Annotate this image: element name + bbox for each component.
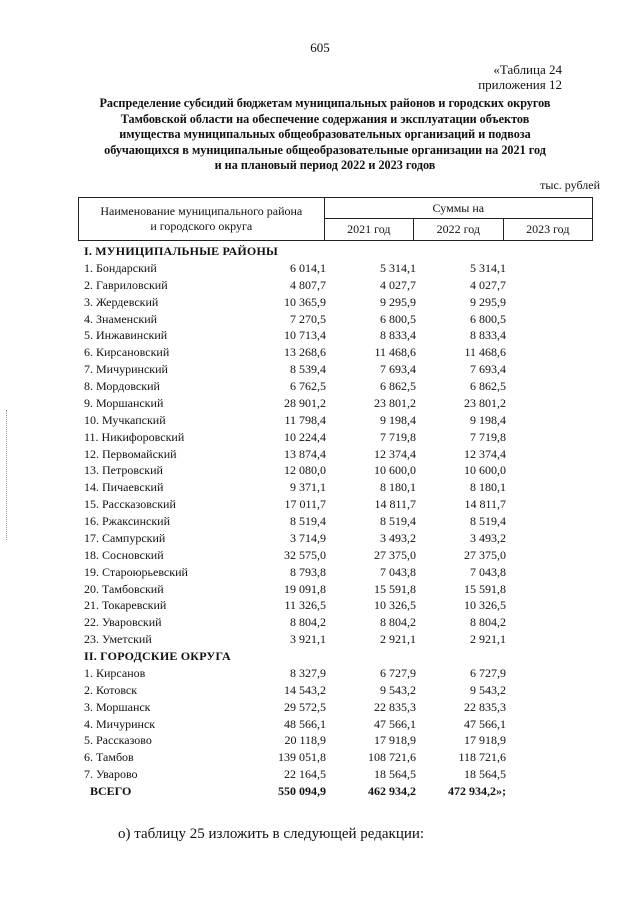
value-2021: 10 713,4 bbox=[284, 328, 326, 343]
table-row bbox=[78, 699, 593, 716]
table-row bbox=[78, 564, 593, 581]
value-2022: 17 918,9 bbox=[374, 733, 416, 748]
value-2021: 10 224,4 bbox=[284, 429, 326, 444]
value-2023: 10 326,5 bbox=[464, 598, 506, 613]
value-2021: 10 365,9 bbox=[284, 294, 326, 309]
table-row bbox=[78, 429, 593, 446]
table-ref-line1: «Таблица 24 bbox=[493, 62, 562, 77]
trailer-text: о) таблицу 25 изложить в следующей редакции: bbox=[118, 826, 425, 842]
row-name: 7. Мичуринский bbox=[84, 362, 168, 377]
value-2021: 19 091,8 bbox=[284, 581, 326, 596]
table-row bbox=[78, 496, 593, 513]
table-row bbox=[78, 378, 593, 395]
table-row bbox=[78, 631, 593, 648]
value-2022: 10 326,5 bbox=[374, 598, 416, 613]
table-row bbox=[78, 665, 593, 682]
row-name: II. ГОРОДСКИЕ ОКРУГА bbox=[84, 649, 231, 663]
value-2023: 17 918,9 bbox=[464, 733, 506, 748]
value-2021: 6 762,5 bbox=[290, 379, 326, 393]
value-2022: 5 314,1 bbox=[380, 260, 416, 275]
row-name: 7. Уварово bbox=[84, 767, 138, 782]
value-2022: 6 862,5 bbox=[380, 379, 416, 393]
row-name: 23. Уметский bbox=[84, 632, 152, 647]
value-2023: 7 043,8 bbox=[470, 564, 506, 579]
value-2023: 6 862,5 bbox=[470, 379, 506, 393]
value-2021: 22 164,5 bbox=[284, 767, 326, 782]
value-2021: 8 804,2 bbox=[290, 615, 326, 630]
value-2021: 9 371,1 bbox=[290, 480, 326, 495]
table-row bbox=[78, 513, 593, 530]
value-2021: 3 921,1 bbox=[290, 632, 326, 647]
value-2023: 23 801,2 bbox=[464, 395, 506, 410]
table-row bbox=[78, 614, 593, 631]
row-name: 19. Староюрьевский bbox=[84, 564, 188, 579]
table-row bbox=[78, 682, 593, 699]
value-2021: 7 270,5 bbox=[290, 311, 326, 326]
row-name: 20. Тамбовский bbox=[84, 581, 164, 596]
table-row bbox=[78, 294, 593, 311]
value-2021: 14 543,2 bbox=[284, 682, 326, 697]
margin-mark bbox=[6, 410, 8, 540]
value-2022: 8 519,4 bbox=[380, 514, 416, 528]
row-name: 4. Мичуринск bbox=[84, 716, 156, 731]
column-header-2021: 2021 год bbox=[324, 219, 413, 241]
total-row bbox=[78, 783, 593, 800]
value-2022: 7 043,8 bbox=[380, 564, 416, 579]
value-2022: 22 835,3 bbox=[374, 699, 416, 714]
table-body bbox=[78, 243, 593, 800]
table-row bbox=[78, 277, 593, 294]
value-2022: 108 721,6 bbox=[368, 750, 416, 765]
table-reference bbox=[478, 62, 562, 92]
value-2023: 6 727,9 bbox=[470, 665, 506, 680]
value-2023: 3 493,2 bbox=[470, 530, 506, 545]
column-header-sums: Суммы на bbox=[324, 198, 592, 219]
row-name: 12. Первомайский bbox=[84, 446, 177, 461]
value-2021: 20 118,9 bbox=[284, 733, 326, 748]
row-name: 8. Мордовский bbox=[84, 379, 160, 393]
value-2023: 4 027,7 bbox=[470, 277, 506, 292]
value-2022: 8 804,2 bbox=[380, 615, 416, 630]
table-row bbox=[78, 462, 593, 479]
value-2022: 8 180,1 bbox=[380, 480, 416, 495]
row-name: 3. Жердевский bbox=[84, 294, 159, 309]
value-2023: 8 833,4 bbox=[470, 328, 506, 343]
title-line: имущества муниципальных общеобразовательных организаций и подвоза bbox=[119, 127, 531, 141]
value-2023: 8 804,2 bbox=[470, 615, 506, 630]
row-name: 16. Ржаксинский bbox=[84, 514, 170, 528]
row-name: ВСЕГО bbox=[90, 784, 132, 798]
value-2021: 3 714,9 bbox=[290, 530, 326, 545]
row-name: 1. Бондарский bbox=[84, 260, 157, 275]
value-2023: 9 543,2 bbox=[470, 682, 506, 697]
row-name: 10. Мучкапский bbox=[84, 412, 166, 427]
row-name: 13. Петровский bbox=[84, 463, 163, 478]
value-2023: 8 519,4 bbox=[470, 514, 506, 528]
table-row bbox=[78, 530, 593, 547]
value-2022: 9 295,9 bbox=[380, 294, 416, 309]
value-2022: 9 198,4 bbox=[380, 412, 416, 427]
row-name: 1. Кирсанов bbox=[84, 665, 146, 680]
value-2021: 13 874,4 bbox=[284, 446, 326, 461]
value-2022: 7 693,4 bbox=[380, 362, 416, 377]
title-line: и на плановый период 2022 и 2023 годов bbox=[214, 158, 436, 172]
value-2023: 9 295,9 bbox=[470, 294, 506, 309]
table-row bbox=[78, 311, 593, 328]
table-header bbox=[78, 197, 593, 241]
value-2023: 118 721,6 bbox=[458, 750, 506, 765]
table-row bbox=[78, 395, 593, 412]
row-name: 5. Рассказово bbox=[84, 733, 152, 748]
row-name: 15. Рассказовский bbox=[84, 497, 176, 512]
value-2021: 8 327,9 bbox=[290, 665, 326, 680]
table-row bbox=[78, 260, 593, 277]
table-row bbox=[78, 547, 593, 564]
value-2022: 8 833,4 bbox=[380, 328, 416, 343]
value-2023: 6 800,5 bbox=[470, 311, 506, 326]
row-name: 22. Уваровский bbox=[84, 615, 162, 630]
value-2023: 15 591,8 bbox=[464, 581, 506, 596]
value-2022: 47 566,1 bbox=[374, 716, 416, 731]
value-2022: 23 801,2 bbox=[374, 395, 416, 410]
value-2021: 12 080,0 bbox=[284, 463, 326, 478]
value-2021: 8 793,8 bbox=[290, 564, 326, 579]
value-2023: 47 566,1 bbox=[464, 716, 506, 731]
value-2022: 14 811,7 bbox=[374, 497, 416, 512]
value-2021: 139 051,8 bbox=[278, 750, 326, 765]
table-row bbox=[78, 412, 593, 429]
value-2023: 5 314,1 bbox=[470, 260, 506, 275]
column-header-2022: 2022 год bbox=[414, 219, 503, 241]
table-row bbox=[78, 479, 593, 496]
value-2021: 28 901,2 bbox=[284, 395, 326, 410]
value-2022: 27 375,0 bbox=[374, 547, 416, 562]
value-2022: 3 493,2 bbox=[380, 530, 416, 545]
value-2023: 12 374,4 bbox=[464, 446, 506, 461]
value-2022: 6 800,5 bbox=[380, 311, 416, 326]
value-2021: 11 798,4 bbox=[284, 412, 326, 427]
table-row bbox=[78, 361, 593, 378]
table-row bbox=[78, 732, 593, 749]
value-2021: 550 094,9 bbox=[278, 784, 326, 798]
row-name: 2. Гавриловский bbox=[84, 277, 168, 292]
title-line: Тамбовской области на обеспечение содержания и эксплуатации объектов bbox=[120, 111, 530, 126]
row-name: 5. Инжавинский bbox=[84, 328, 168, 343]
row-name: I. МУНИЦИПАЛЬНЫЕ РАЙОНЫ bbox=[84, 244, 278, 258]
value-2023: 27 375,0 bbox=[464, 547, 506, 562]
section-header-row bbox=[78, 243, 593, 260]
row-name: 6. Тамбов bbox=[84, 750, 134, 765]
value-2022: 18 564,5 bbox=[374, 767, 416, 782]
row-name: 21. Токаревский bbox=[84, 598, 167, 613]
value-2023: 14 811,7 bbox=[464, 497, 506, 512]
column-header-name-line1: Наименование муниципального района bbox=[100, 204, 303, 218]
value-2022: 11 468,6 bbox=[374, 345, 416, 360]
column-header-name-line2: и городского округа bbox=[150, 219, 253, 233]
row-name: 4. Знаменский bbox=[84, 311, 158, 326]
table-row bbox=[78, 749, 593, 766]
table-row bbox=[78, 766, 593, 783]
document-title bbox=[70, 96, 580, 174]
row-name: 6. Кирсановский bbox=[84, 345, 170, 360]
value-2022: 9 543,2 bbox=[380, 682, 416, 697]
column-header-2023: 2023 год bbox=[503, 219, 592, 241]
value-2023: 7 693,4 bbox=[470, 362, 506, 377]
table-row bbox=[78, 344, 593, 361]
value-2022: 2 921,1 bbox=[380, 632, 416, 647]
value-2021: 48 566,1 bbox=[284, 716, 326, 731]
table-row bbox=[78, 581, 593, 598]
value-2023: 7 719,8 bbox=[470, 429, 506, 444]
row-name: 17. Сампурский bbox=[84, 530, 166, 545]
title-line: Распределение субсидий бюджетам муниципальных районов и городских округов bbox=[99, 96, 551, 110]
value-2023: 11 468,6 bbox=[464, 345, 506, 360]
row-name: 2. Котовск bbox=[84, 682, 138, 697]
value-2023: 472 934,2»; bbox=[448, 784, 506, 798]
value-2023: 18 564,5 bbox=[464, 767, 506, 782]
table-ref-line2: приложения 12 bbox=[478, 77, 562, 92]
value-2022: 462 934,2 bbox=[368, 784, 416, 798]
value-2021: 11 326,5 bbox=[284, 598, 326, 613]
value-2022: 10 600,0 bbox=[374, 463, 416, 478]
column-header-name bbox=[79, 198, 325, 241]
row-name: 3. Моршанск bbox=[84, 699, 151, 714]
value-2021: 8 539,4 bbox=[290, 362, 326, 377]
value-2022: 12 374,4 bbox=[374, 446, 416, 461]
section-header-row bbox=[78, 648, 593, 665]
title-line: обучающихся в муниципальные общеобразовательные организации на 2021 год bbox=[104, 142, 546, 157]
value-2021: 29 572,5 bbox=[284, 699, 326, 714]
row-name: 18. Сосновский bbox=[84, 547, 164, 562]
value-2022: 7 719,8 bbox=[380, 429, 416, 444]
value-2021: 13 268,6 bbox=[284, 345, 326, 360]
value-2022: 15 591,8 bbox=[374, 581, 416, 596]
value-2023: 2 921,1 bbox=[470, 632, 506, 647]
value-2023: 22 835,3 bbox=[464, 699, 506, 714]
value-2022: 6 727,9 bbox=[380, 665, 416, 680]
value-2023: 10 600,0 bbox=[464, 463, 506, 478]
value-2021: 32 575,0 bbox=[284, 547, 326, 562]
value-2022: 4 027,7 bbox=[380, 277, 416, 292]
row-name: 14. Пичаевский bbox=[84, 480, 164, 495]
value-2023: 8 180,1 bbox=[470, 480, 506, 495]
value-2023: 9 198,4 bbox=[470, 412, 506, 427]
value-2021: 6 014,1 bbox=[290, 260, 326, 275]
table-row bbox=[78, 597, 593, 614]
table-row bbox=[78, 446, 593, 463]
table-row bbox=[78, 716, 593, 733]
row-name: 11. Никифоровский bbox=[84, 429, 185, 444]
row-name: 9. Моршанский bbox=[84, 395, 164, 410]
units-label: тыс. рублей bbox=[540, 178, 600, 192]
value-2021: 17 011,7 bbox=[284, 497, 326, 512]
value-2021: 8 519,4 bbox=[290, 514, 326, 528]
value-2021: 4 807,7 bbox=[290, 277, 326, 292]
page-number: 605 bbox=[310, 40, 330, 55]
table-row bbox=[78, 327, 593, 344]
